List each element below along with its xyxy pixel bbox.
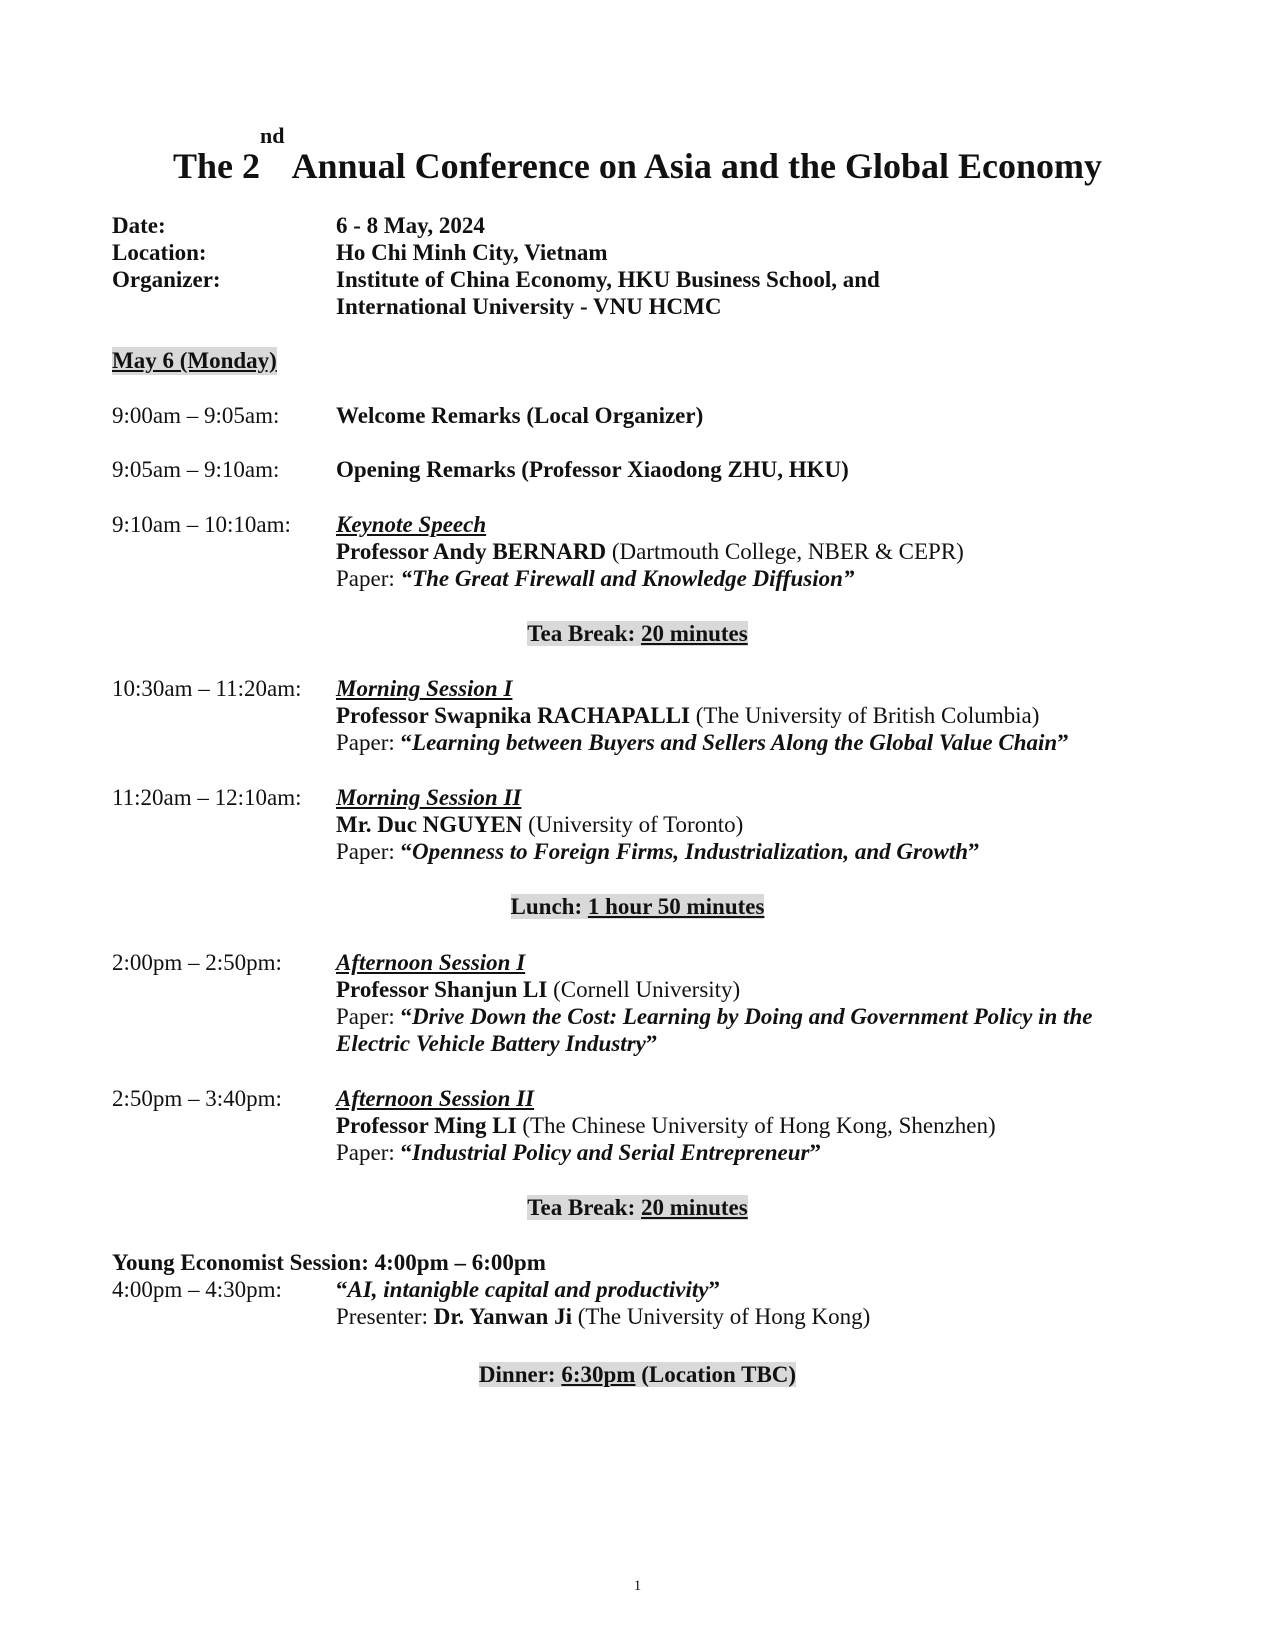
schedule-item-young-economist — [112, 1276, 1192, 1304]
schedule-item-afternoon-1 — [112, 949, 1192, 977]
afternoon-1-paper-row-2 — [112, 1030, 1192, 1058]
afternoon-2-close-quote: ” — [809, 1140, 821, 1165]
lunch-duration: 1 hour 50 minutes — [587, 894, 765, 919]
tea-break-2-duration: 20 minutes — [641, 1195, 748, 1220]
keynote-paper-title: “The Great Firewall and Knowledge Diffusion” — [400, 566, 855, 591]
afternoon-2-paper-title: Industrial Policy and Serial Entrepreneur — [412, 1140, 810, 1165]
afternoon-2-paper-label: Paper: — [336, 1140, 401, 1165]
afternoon-1-affiliation: (Cornell University) — [547, 977, 741, 1002]
title-suffix: Annual Conference on Asia and the Global Economy — [284, 146, 1102, 186]
morning-1-affiliation: (The University of British Columbia) — [689, 703, 1040, 728]
morning-2-time: 11:20am – 12:10am: — [112, 785, 302, 810]
morning-2-affiliation: (University of Toronto) — [522, 812, 744, 837]
morning-2-paper-label: Paper: — [336, 839, 401, 864]
afternoon-1-paper-title-line2: Electric Vehicle Battery Industry — [336, 1031, 646, 1056]
afternoon-2-speaker-row — [112, 1112, 1192, 1140]
morning-1-time: 10:30am – 11:20am: — [112, 676, 302, 701]
morning-1-session-title: Morning Session I — [336, 676, 513, 701]
afternoon-2-open-quote: “ — [400, 1140, 413, 1165]
presenter-affiliation: (The University of Hong Kong) — [571, 1304, 871, 1329]
dinner-time: 6:30pm — [561, 1362, 636, 1387]
dinner-location: (Location TBC) — [635, 1362, 797, 1387]
opening-text: Opening Remarks (Professor Xiaodong ZHU, HKU) — [336, 457, 849, 482]
presenter-name: Dr. Yanwan Ji — [433, 1304, 572, 1329]
title-ordinal-suffix: nd — [260, 123, 285, 148]
afternoon-1-time: 2:00pm – 2:50pm: — [112, 950, 282, 975]
young-economist-paper-title: AI, intanigble capital and productivity — [347, 1277, 709, 1302]
afternoon-1-session-title: Afternoon Session I — [336, 950, 526, 975]
dinner — [0, 1361, 1275, 1389]
afternoon-2-session-title: Afternoon Session II — [336, 1086, 535, 1111]
welcome-time: 9:00am – 9:05am: — [112, 403, 280, 428]
young-economist-close-quote: ” — [708, 1277, 720, 1302]
schedule-item-opening — [112, 456, 1192, 484]
young-economist-time: 4:00pm – 4:30pm: — [112, 1277, 282, 1302]
info-location-row — [112, 239, 1192, 267]
tea-break-2-label: Tea Break: — [527, 1195, 642, 1220]
morning-1-speaker: Professor Swapnika RACHAPALLI — [336, 703, 690, 728]
young-economist-heading: Young Economist Session: 4:00pm – 6:00pm — [112, 1250, 546, 1275]
keynote-session-title: Keynote Speech — [336, 512, 487, 537]
keynote-paper-label: Paper: — [336, 566, 401, 591]
date-label: Date: — [112, 213, 166, 238]
keynote-speaker-row — [112, 538, 1192, 566]
tea-break-1-label: Tea Break: — [527, 621, 642, 646]
morning-2-open-quote: “ — [400, 839, 413, 864]
schedule-item-welcome — [112, 402, 1192, 430]
morning-2-paper-title: Openness to Foreign Firms, Industrialization, and Growth — [412, 839, 969, 864]
young-economist-open-quote: “ — [336, 1277, 348, 1302]
afternoon-2-paper-row — [112, 1139, 1192, 1167]
page-number: 1 — [633, 1578, 642, 1594]
afternoon-1-speaker: Professor Shanjun LI — [336, 977, 548, 1002]
afternoon-2-time: 2:50pm – 3:40pm: — [112, 1086, 282, 1111]
tea-break-2 — [0, 1194, 1275, 1222]
tea-break-1 — [0, 620, 1275, 648]
morning-1-speaker-row — [112, 702, 1192, 730]
afternoon-1-open-quote: “ — [400, 1004, 413, 1029]
keynote-speaker: Professor Andy BERNARD — [336, 539, 607, 564]
afternoon-2-affiliation: (The Chinese University of Hong Kong, Shenzhen) — [516, 1113, 996, 1138]
morning-1-open-quote: “ — [400, 730, 413, 755]
schedule-item-keynote — [112, 511, 1192, 539]
afternoon-1-paper-title-line1: Drive Down the Cost: Learning by Doing and Government Policy in the — [412, 1004, 1093, 1029]
day-heading: May 6 (Monday) — [112, 348, 277, 373]
keynote-time: 9:10am – 10:10am: — [112, 512, 291, 537]
location-label: Location: — [112, 240, 207, 265]
opening-time: 9:05am – 9:10am: — [112, 457, 280, 482]
welcome-text: Welcome Remarks (Local Organizer) — [336, 403, 704, 428]
info-organizer-row-2 — [112, 293, 1192, 321]
morning-1-paper-title: Learning between Buyers and Sellers Along the Global Value Chain — [412, 730, 1058, 755]
schedule-item-afternoon-2 — [112, 1085, 1192, 1113]
schedule-item-morning-2 — [112, 784, 1192, 812]
afternoon-1-paper-label: Paper: — [336, 1004, 401, 1029]
conference-title — [0, 123, 1275, 188]
morning-2-close-quote: ” — [968, 839, 980, 864]
dinner-label: Dinner: — [478, 1362, 562, 1387]
title-prefix: The 2 — [173, 146, 261, 186]
info-date-row — [112, 212, 1192, 240]
presenter-label: Presenter: — [336, 1304, 434, 1329]
schedule-item-morning-1 — [112, 675, 1192, 703]
afternoon-1-paper-row — [112, 1003, 1192, 1031]
afternoon-1-close-quote: ” — [645, 1031, 658, 1056]
location-value: Ho Chi Minh City, Vietnam — [336, 240, 608, 265]
info-organizer-row — [112, 266, 1192, 294]
day-heading-row — [112, 347, 1192, 375]
morning-1-paper-label: Paper: — [336, 730, 401, 755]
organizer-value-line2: International University - VNU HCMC — [336, 294, 722, 319]
keynote-paper-row — [112, 565, 1192, 593]
organizer-value-line1: Institute of China Economy, HKU Business School, and — [336, 267, 880, 292]
morning-2-session-title: Morning Session II — [336, 785, 522, 810]
morning-2-speaker-row — [112, 811, 1192, 839]
young-economist-presenter-row — [112, 1303, 1192, 1331]
afternoon-1-speaker-row — [112, 976, 1192, 1004]
morning-2-speaker: Mr. Duc NGUYEN — [336, 812, 523, 837]
afternoon-2-speaker: Professor Ming LI — [336, 1113, 517, 1138]
morning-2-paper-row — [112, 838, 1192, 866]
lunch-label: Lunch: — [510, 894, 588, 919]
tea-break-1-duration: 20 minutes — [641, 621, 748, 646]
lunch-break — [0, 893, 1275, 921]
organizer-label: Organizer: — [112, 267, 221, 292]
morning-1-close-quote: ” — [1057, 730, 1069, 755]
morning-1-paper-row — [112, 729, 1192, 757]
date-value: 6 - 8 May, 2024 — [336, 213, 485, 238]
keynote-affiliation: (Dartmouth College, NBER & CEPR) — [606, 539, 964, 564]
young-economist-heading-row — [112, 1249, 1192, 1277]
